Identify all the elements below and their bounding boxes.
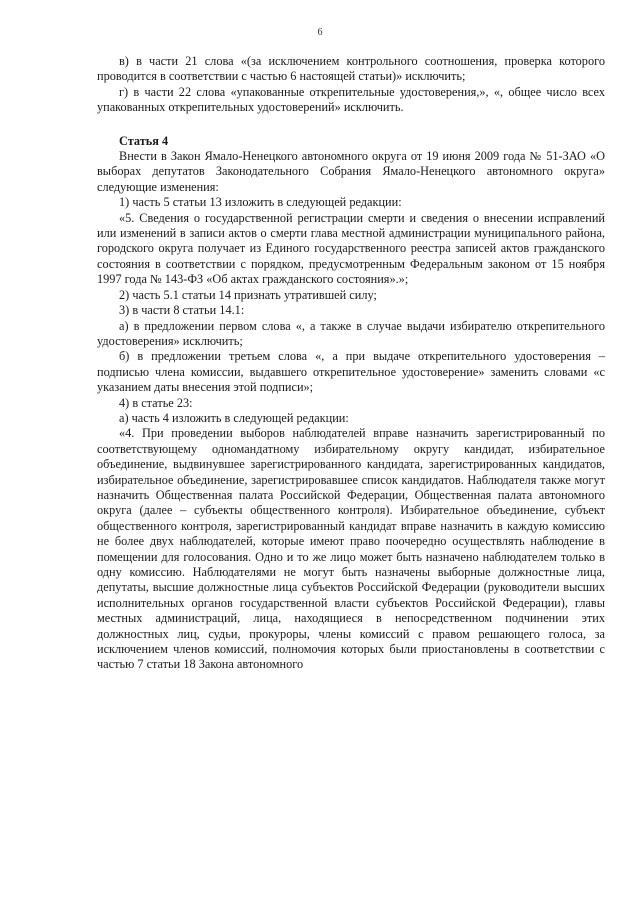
amendment-3a: а) в предложении первом слова «, а также в случае выдачи избирателю открепительного удостоверения» исключить; bbox=[97, 318, 605, 348]
article-heading: Статья 4 bbox=[119, 133, 169, 148]
amendment-4: 4) в статье 23: bbox=[119, 395, 193, 410]
amendment-4a-text: «4. При проведении выборов наблюдателей вправе назначить зарегистрированный по соответствующему одномандатному избирательному округу кандидат, избирательное объединение, выдвинувшее зарегистрированного кандидата, зарегистрированных кандидатов, избирательное объединение, зарегистрировавшее список кандидатов. Наблюдателя также могут назначить Общественная палата Российской Федерации, Общественная палата автономного округа (далее – субъекты общественного контроля). Избирательное объединение, субъект общественного контроля, зарегистрированный кандидат вправе назначить в каждую комиссию не более двух наблюдателей, которые имеют право поочередно осуществлять наблюдение в помещении для голосования. Одно и то же лицо может быть назначено наблюдателем только в одну комиссию. Наблюдателями не могут быть назначены выборные должностные лица, депутаты, высшие должностные лица субъектов Российской Федерации (руководители высших исполнительных органов государственной власти субъектов Российской Федерации), главы местных администраций, лица, находящиеся в непосредственном подчинении этих должностных лиц, судьи, прокуроры, члены комиссий с правом решающего голоса, за исключением членов комиссий, полномочия которых были приостановлены в соответствии с частью 7 статьи 18 Закона автономного bbox=[97, 426, 605, 672]
amendment-1: 1) часть 5 статьи 13 изложить в следующей редакции: bbox=[119, 195, 402, 210]
amendment-4a: а) часть 4 изложить в следующей редакции: bbox=[119, 410, 349, 425]
article-intro: Внести в Закон Ямало-Ненецкого автономного округа от 19 июня 2009 года № 51-ЗАО «О выборах депутатов Законодательного Собрания Ямало-Ненецкого автономного округа» следующие изменения: bbox=[97, 149, 605, 194]
document-body bbox=[97, 54, 605, 673]
amendment-1-text: «5. Сведения о государственной регистрации смерти и сведения о внесении исправлений или изменений в записи актов о смерти глава местной администрации муниципального района, городского округа получает из Единого государственного реестра записей актов гражданского состояния в соответствии с порядком, предусмотренным Федеральным законом от 15 ноября 1997 года № 143-ФЗ «Об актах гражданского состояния».»; bbox=[97, 210, 605, 287]
amendment-3b: б) в предложении третьем слова «, а при выдаче открепительного удостоверения – подписью члена комиссии, выдавшего открепительное удостоверение» заменить словами «с указанием даты внесения этой подписи»; bbox=[97, 349, 605, 395]
paragraph-item-g: г) в части 22 слова «упакованные открепительные удостоверения,», «, общее число всех упакованных открепительных удостоверений» исключить. bbox=[97, 84, 605, 115]
amendment-3: 3) в части 8 статьи 14.1: bbox=[119, 303, 245, 318]
page-number: 6 bbox=[317, 27, 323, 38]
amendment-2: 2) часть 5.1 статьи 14 признать утратившей силу; bbox=[119, 287, 377, 302]
paragraph-item-v: в) в части 21 слова «(за исключением контрольного соотношения, проверка которого проводится в соответствии с частью 6 настоящей статьи)» исключить; bbox=[97, 54, 605, 84]
